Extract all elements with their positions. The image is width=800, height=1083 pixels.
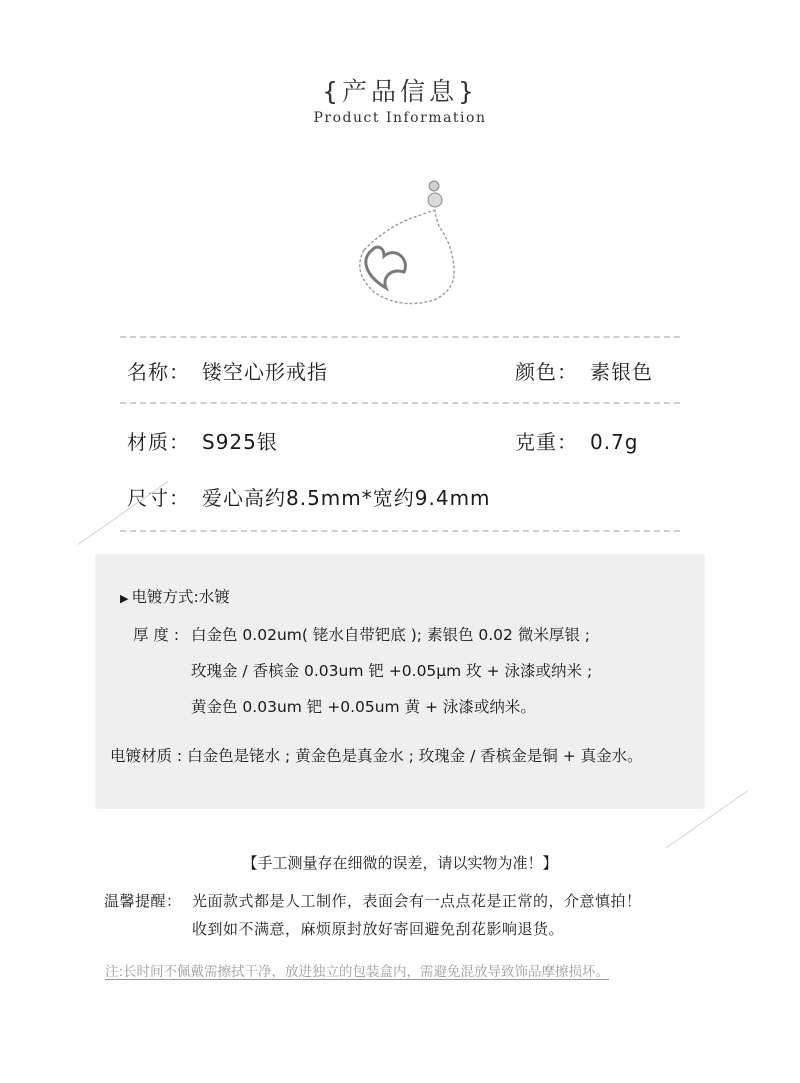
arrow-right-icon: ▶ — [120, 592, 129, 605]
notice-heading: 【手工测量存在细微的误差，请以实物为准！】 — [242, 854, 558, 872]
plating-material: 电镀材质 : 白金色是铑水 ; 黄金色是真金水 ; 玫瑰金 / 香槟金是铜 + 真金水。 — [110, 747, 643, 765]
thickness-label: 厚 度 : — [133, 626, 180, 644]
spec-color: 颜色： 素银色 — [515, 360, 653, 384]
tip-line: 光面款式都是人工制作，表面会有一点点花是正常的，介意慎拍！ — [192, 892, 642, 910]
plating-method: ▶ 电镀方式:水镀 — [120, 588, 230, 606]
spec-material: 材质： S925银 — [127, 430, 278, 454]
tip-line: 收到如不满意，麻烦原封放好寄回避免刮花影响退货。 — [192, 920, 565, 938]
footnote: 注:长时间不佩戴需擦拭干净，放进独立的包装盒内，需避免混放导致饰品摩擦损坏。 — [105, 964, 610, 980]
thickness-line: 白金色 0.02um( 铑水自带钯底 ); 素银色 0.02 微米厚银 ; — [191, 626, 590, 644]
spec-name: 名称： 镂空心形戒指 — [127, 360, 328, 384]
spec-size: 尺寸： 爱心高约8.5mm*宽约9.4mm — [127, 486, 491, 510]
tip-label: 温馨提醒： — [104, 892, 182, 910]
thickness-line: 黄金色 0.03um 钯 +0.05um 黄 + 泳漆或纳米。 — [191, 698, 536, 716]
heart-ring-image — [330, 172, 470, 332]
thickness-line: 玫瑰金 / 香槟金 0.03um 钯 +0.05μm 玫 + 泳漆或纳米 ; — [191, 662, 593, 680]
page-subtitle: Product Information — [313, 110, 487, 126]
bead-top — [429, 181, 439, 191]
page-title: {产品信息} — [322, 77, 478, 106]
bead-bottom — [428, 193, 442, 207]
divider — [120, 336, 680, 338]
divider — [120, 402, 680, 404]
heart-charm — [366, 247, 406, 288]
divider — [120, 530, 680, 532]
panel-corner-line — [78, 481, 169, 545]
spec-weight: 克重： 0.7g — [515, 430, 639, 454]
